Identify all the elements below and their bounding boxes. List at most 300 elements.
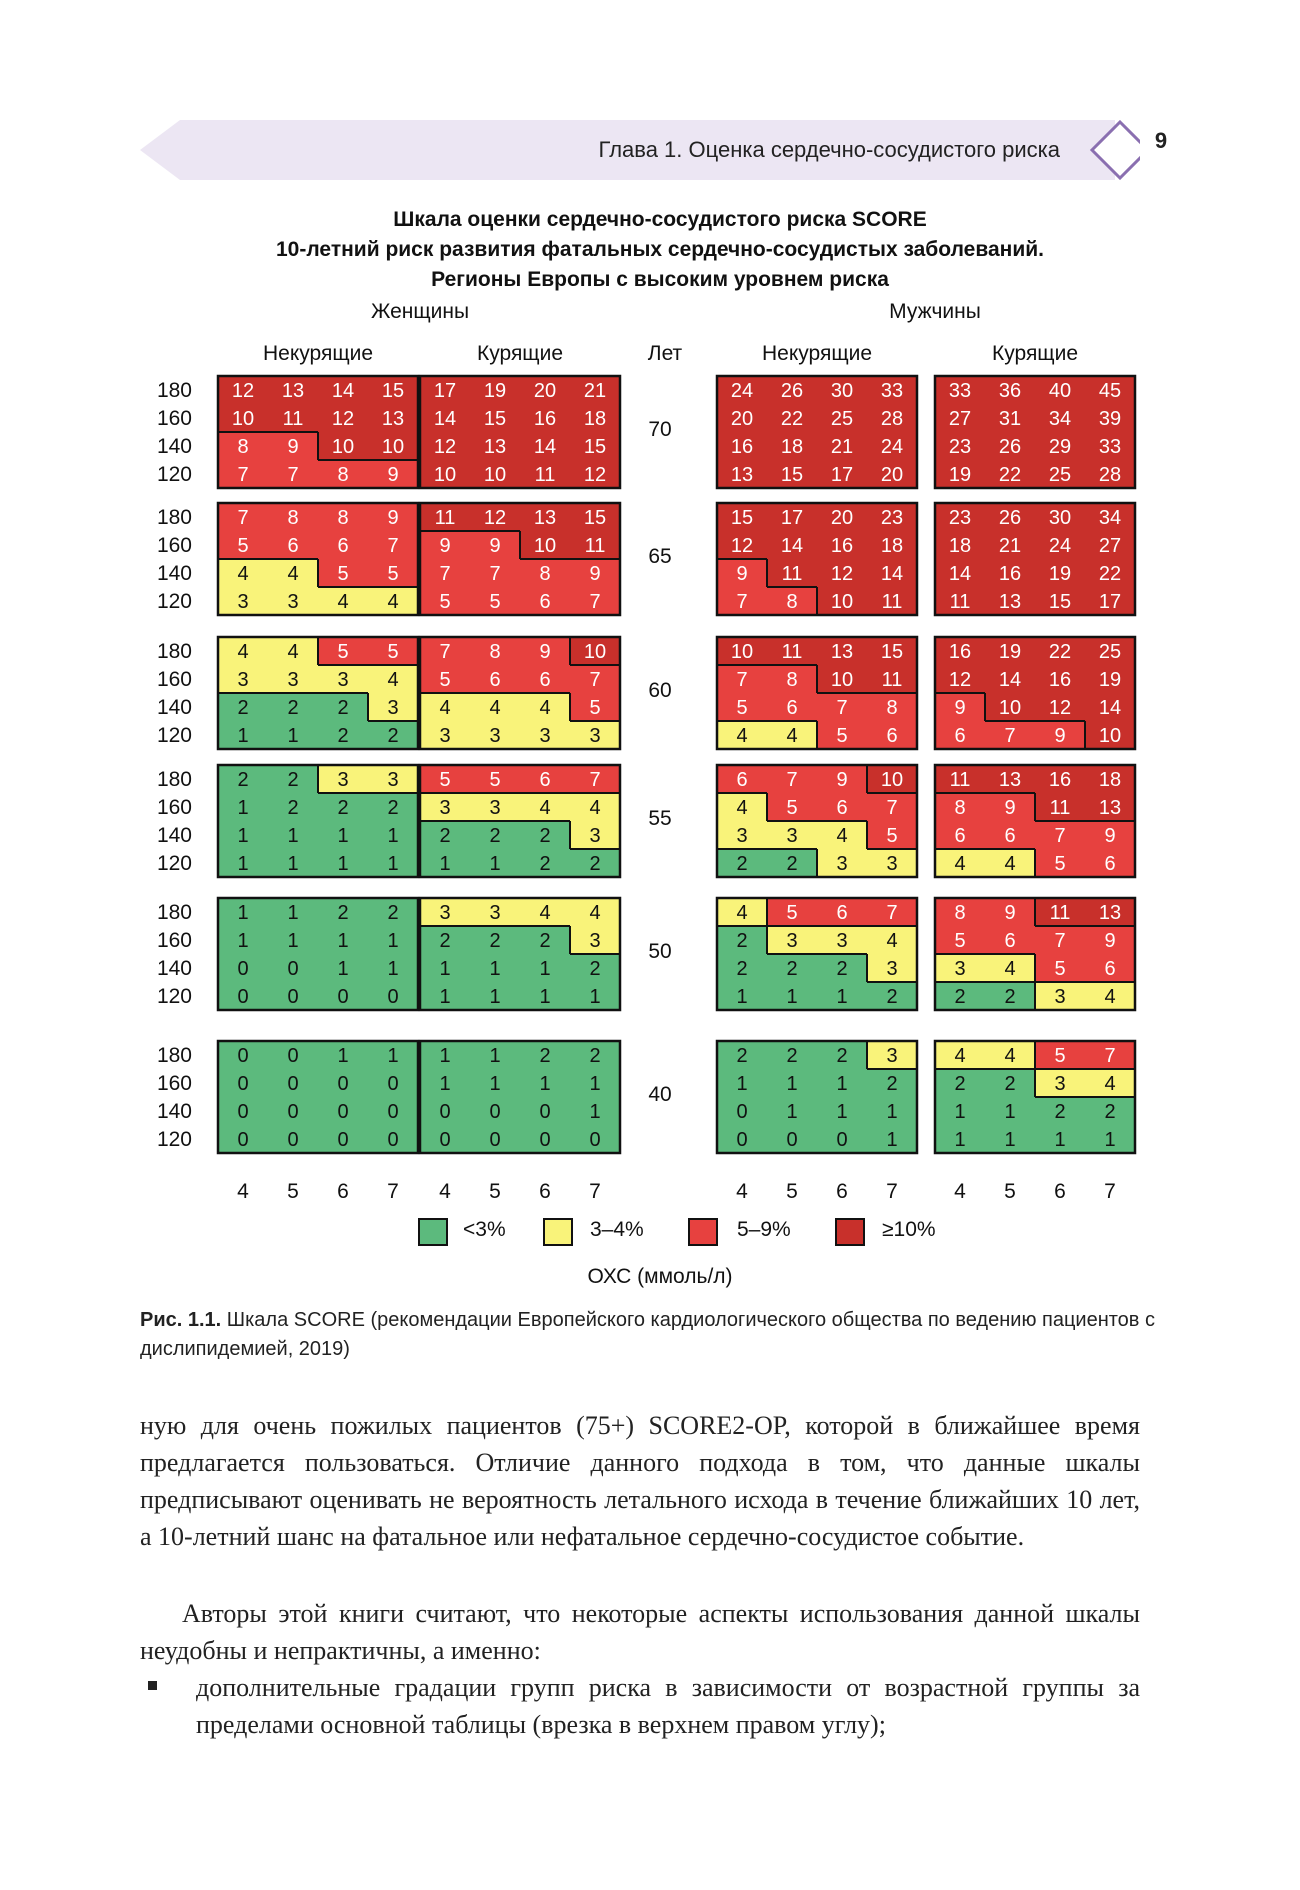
risk-value: 0 [387,1129,399,1151]
risk-value: 4 [589,797,601,819]
risk-value: 5 [886,825,898,847]
risk-value: 15 [780,464,804,486]
risk-value: 14 [331,380,355,402]
risk-value: 0 [287,958,299,980]
risk-value: 25 [1048,464,1072,486]
risk-value: 30 [1048,507,1072,529]
risk-value: 8 [489,641,501,663]
sbp-label: 120 [156,985,192,1008]
risk-value: 1 [287,853,299,875]
risk-value: 6 [539,669,551,691]
legend-label-dark-red: ≥10% [882,1218,936,1241]
risk-value: 16 [948,641,972,663]
risk-value: 2 [786,958,798,980]
bullet-marker [148,1681,157,1690]
cholesterol-tick: 6 [836,1180,848,1203]
sbp-label: 180 [156,506,192,529]
risk-value: 8 [954,797,966,819]
risk-value: 3 [337,669,349,691]
risk-value: 0 [237,958,249,980]
sbp-label: 120 [156,590,192,613]
risk-value: 7 [287,464,299,486]
risk-value: 12 [483,507,507,529]
sbp-label: 120 [156,724,192,747]
risk-value: 9 [836,769,848,791]
risk-value: 3 [786,930,798,952]
risk-value: 6 [489,669,501,691]
risk-value: 0 [786,1129,798,1151]
legend-swatch-dark-red [835,1218,865,1246]
risk-value: 5 [786,797,798,819]
x-axis-label: ОХС (ммоль/л) [587,1265,733,1288]
risk-value: 4 [337,591,349,613]
risk-value: 23 [880,507,904,529]
risk-value: 11 [881,591,903,613]
risk-value: 9 [1004,797,1016,819]
risk-value: 4 [287,563,299,585]
legend-label-yellow: 3–4% [590,1218,644,1241]
risk-value: 13 [483,436,507,458]
risk-value: 6 [736,769,748,791]
risk-value: 1 [439,1045,451,1067]
risk-value: 1 [387,930,399,952]
risk-value: 12 [331,408,355,430]
risk-value: 33 [948,380,972,402]
body-paragraph-1: ную для очень пожилых пациентов (75+) SCORE2-OP, которой в ближайшее время предлагается пользоваться. Отличие данного подхода в том, что данные шкалы предписывают оценивать не вероятность летального исхода в течение ближайших 10 лет, а 10-летний шанс на фатальное или нефатальное сердечно-сосудистое событие. [140,1411,1140,1551]
risk-value: 6 [836,797,848,819]
risk-value: 2 [439,825,451,847]
risk-value: 7 [886,797,898,819]
risk-value: 0 [539,1129,551,1151]
risk-value: 19 [948,464,972,486]
risk-value: 25 [1098,641,1122,663]
risk-value: 1 [589,986,601,1008]
risk-value: 1 [836,1101,848,1123]
risk-value: 7 [1054,930,1066,952]
risk-value: 10 [331,436,355,458]
risk-value: 3 [954,958,966,980]
risk-value: 19 [998,641,1022,663]
risk-value: 22 [1048,641,1072,663]
figure-title-line-1: Шкала оценки сердечно-сосудистого риска SCORE [393,208,927,231]
risk-value: 17 [433,380,457,402]
risk-value: 14 [998,669,1022,691]
risk-value: 3 [439,902,451,924]
legend-label-red: 5–9% [737,1218,791,1241]
risk-value: 0 [287,1045,299,1067]
risk-value: 13 [998,591,1022,613]
risk-value: 0 [736,1101,748,1123]
body-paragraph-2: Авторы этой книги считают, что некоторые аспекты использования данной шкалы неудобны и непрактичны, а именно: [140,1599,1140,1665]
risk-value: 1 [954,1101,966,1123]
risk-value: 12 [231,380,255,402]
risk-value: 10 [730,641,754,663]
risk-value: 28 [880,408,904,430]
risk-value: 0 [489,1129,501,1151]
risk-value: 0 [489,1101,501,1123]
risk-value: 1 [1004,1101,1016,1123]
risk-value: 0 [237,1129,249,1151]
cholesterol-tick: 5 [786,1180,798,1203]
risk-value: 11 [282,408,304,430]
risk-value: 1 [237,797,249,819]
risk-value: 1 [287,902,299,924]
risk-value: 4 [1004,853,1016,875]
risk-value: 2 [954,1073,966,1095]
risk-value: 10 [1098,725,1122,747]
risk-value: 3 [836,930,848,952]
risk-value: 0 [589,1129,601,1151]
sbp-label: 160 [156,534,192,557]
risk-value: 3 [1054,1073,1066,1095]
risk-value: 2 [836,1045,848,1067]
risk-value: 12 [830,563,854,585]
cholesterol-tick: 5 [1004,1180,1016,1203]
sbp-label: 180 [156,1044,192,1067]
risk-value: 1 [287,725,299,747]
risk-value: 3 [387,697,399,719]
risk-value: 18 [780,436,804,458]
risk-value: 34 [1098,507,1122,529]
risk-value: 7 [489,563,501,585]
risk-value: 23 [948,436,972,458]
risk-value: 8 [237,436,249,458]
risk-value: 13 [998,769,1022,791]
sbp-label: 160 [156,929,192,952]
risk-value: 1 [489,986,501,1008]
risk-value: 26 [780,380,804,402]
page-number: 9 [1154,128,1168,153]
age-label: 70 [648,418,672,441]
risk-value: 10 [583,641,607,663]
sbp-label: 140 [156,435,192,458]
risk-value: 8 [786,591,798,613]
risk-value: 6 [1004,825,1016,847]
risk-value: 22 [998,464,1022,486]
risk-value: 3 [489,902,501,924]
risk-value: 3 [237,669,249,691]
risk-value: 2 [736,958,748,980]
legend-swatch-red [688,1218,718,1246]
risk-value: 24 [730,380,754,402]
sbp-label: 160 [156,796,192,819]
women-label: Женщины [370,300,470,323]
risk-value: 18 [948,535,972,557]
risk-value: 2 [337,902,349,924]
risk-value: 9 [1104,825,1116,847]
risk-value: 6 [539,591,551,613]
risk-value: 1 [589,1073,601,1095]
men-smoker-label: Курящие [992,342,1078,365]
risk-value: 2 [489,825,501,847]
sbp-label: 160 [156,407,192,430]
risk-value: 6 [836,902,848,924]
risk-value: 3 [786,825,798,847]
risk-value: 12 [730,535,754,557]
risk-value: 5 [954,930,966,952]
risk-value: 11 [584,535,606,557]
risk-value: 7 [786,769,798,791]
figure-title-line-2: 10-летний риск развития фатальных сердечно-сосудистых заболеваний. [276,238,1044,261]
risk-value: 16 [1048,669,1072,691]
risk-value: 22 [780,408,804,430]
risk-value: 0 [237,986,249,1008]
risk-value: 5 [589,697,601,719]
risk-value: 2 [387,797,399,819]
risk-value: 12 [433,436,457,458]
risk-value: 1 [954,1129,966,1151]
risk-value: 6 [1104,853,1116,875]
risk-value: 1 [836,1073,848,1095]
risk-value: 25 [830,408,854,430]
sbp-label: 180 [156,379,192,402]
men-label: Мужчины [889,300,981,323]
risk-value: 18 [1098,769,1122,791]
risk-value: 33 [880,380,904,402]
risk-value: 10 [433,464,457,486]
risk-value: 3 [337,769,349,791]
risk-value: 4 [589,902,601,924]
risk-value: 2 [387,725,399,747]
risk-value: 1 [337,958,349,980]
risk-value: 3 [387,769,399,791]
sbp-label: 160 [156,668,192,691]
risk-value: 10 [381,436,405,458]
risk-value: 10 [533,535,557,557]
risk-value: 8 [786,669,798,691]
risk-value: 30 [830,380,854,402]
risk-value: 7 [1004,725,1016,747]
risk-value: 2 [736,853,748,875]
risk-value: 1 [1054,1129,1066,1151]
risk-value: 0 [237,1101,249,1123]
cholesterol-tick: 6 [337,1180,349,1203]
risk-value: 1 [489,1045,501,1067]
risk-value: 6 [1104,958,1116,980]
risk-value: 13 [1098,902,1122,924]
risk-value: 11 [1049,797,1071,819]
risk-value: 7 [387,535,399,557]
risk-value: 2 [1004,986,1016,1008]
sbp-label: 140 [156,696,192,719]
cholesterol-tick: 4 [954,1180,966,1203]
risk-value: 5 [237,535,249,557]
risk-value: 17 [830,464,854,486]
risk-value: 1 [237,853,249,875]
sbp-label: 160 [156,1072,192,1095]
risk-value: 10 [830,669,854,691]
risk-value: 3 [736,825,748,847]
risk-value: 11 [434,507,456,529]
risk-value: 31 [998,408,1022,430]
risk-value: 26 [998,436,1022,458]
risk-value: 11 [534,464,556,486]
risk-value: 5 [387,641,399,663]
risk-value: 3 [439,725,451,747]
risk-value: 2 [337,797,349,819]
risk-value: 3 [886,853,898,875]
risk-value: 14 [948,563,972,585]
risk-value: 16 [830,535,854,557]
risk-value: 4 [237,563,249,585]
risk-value: 2 [589,1045,601,1067]
risk-value: 4 [387,591,399,613]
risk-value: 17 [780,507,804,529]
risk-value: 9 [439,535,451,557]
risk-value: 4 [287,641,299,663]
risk-value: 9 [1054,725,1066,747]
risk-value: 1 [489,1073,501,1095]
risk-value: 7 [237,464,249,486]
risk-value: 0 [287,1129,299,1151]
legend-label-green: <3% [463,1218,506,1241]
risk-value: 9 [1104,930,1116,952]
risk-value: 1 [589,1101,601,1123]
risk-value: 1 [387,958,399,980]
risk-value: 1 [1104,1129,1116,1151]
risk-value: 5 [489,769,501,791]
sbp-label: 120 [156,1128,192,1151]
risk-value: 7 [736,669,748,691]
risk-value: 11 [781,641,803,663]
risk-value: 20 [880,464,904,486]
risk-value: 10 [830,591,854,613]
risk-value: 20 [533,380,557,402]
risk-value: 9 [387,464,399,486]
risk-value: 1 [387,825,399,847]
risk-value: 14 [533,436,557,458]
risk-value: 1 [237,725,249,747]
caption-text: Шкала SCORE (рекомендации Европейского кардиологического общества по ведению пациентов с дислипидемией, 2019) [140,1309,1155,1360]
risk-value: 24 [880,436,904,458]
risk-value: 4 [1004,958,1016,980]
sbp-label: 120 [156,852,192,875]
women-smoker-label: Курящие [477,342,563,365]
risk-value: 24 [1048,535,1072,557]
risk-value: 6 [287,535,299,557]
risk-value: 2 [786,1045,798,1067]
risk-value: 13 [281,380,305,402]
risk-value: 1 [237,825,249,847]
risk-value: 5 [1054,958,1066,980]
risk-value: 6 [539,769,551,791]
risk-value: 2 [1004,1073,1016,1095]
risk-value: 7 [589,669,601,691]
risk-value: 16 [998,563,1022,585]
figure-caption [140,1306,1160,1364]
age-label: 40 [648,1083,672,1106]
cholesterol-tick: 4 [237,1180,249,1203]
risk-value: 2 [886,1073,898,1095]
risk-value: 2 [736,1045,748,1067]
risk-value: 3 [237,591,249,613]
risk-value: 4 [539,797,551,819]
risk-value: 2 [539,1045,551,1067]
risk-value: 1 [287,825,299,847]
age-label: 60 [648,679,672,702]
risk-value: 5 [1054,1045,1066,1067]
risk-value: 1 [439,986,451,1008]
risk-value: 10 [880,769,904,791]
risk-value: 4 [736,797,748,819]
risk-value: 36 [998,380,1022,402]
cholesterol-tick: 4 [736,1180,748,1203]
risk-value: 5 [736,697,748,719]
risk-value: 7 [836,697,848,719]
risk-value: 3 [1054,986,1066,1008]
cholesterol-tick: 6 [1054,1180,1066,1203]
risk-value: 1 [786,1073,798,1095]
risk-value: 2 [886,986,898,1008]
risk-value: 4 [387,669,399,691]
risk-value: 1 [489,958,501,980]
risk-value: 0 [337,1129,349,1151]
risk-value: 3 [287,591,299,613]
risk-value: 5 [1054,853,1066,875]
risk-value: 12 [1048,697,1072,719]
risk-value: 28 [1098,464,1122,486]
risk-value: 13 [1098,797,1122,819]
risk-value: 2 [287,697,299,719]
sbp-label: 140 [156,824,192,847]
risk-value: 0 [539,1101,551,1123]
risk-value: 9 [539,641,551,663]
risk-value: 1 [237,930,249,952]
risk-value: 18 [880,535,904,557]
chapter-title: Глава 1. Оценка сердечно-сосудистого риска [598,137,1060,162]
risk-value: 16 [533,408,557,430]
age-label: 55 [648,807,672,830]
age-column-label: Лет [647,342,683,365]
risk-value: 10 [231,408,255,430]
risk-value: 7 [237,507,249,529]
risk-value: 5 [337,563,349,585]
risk-value: 13 [730,464,754,486]
risk-value: 13 [533,507,557,529]
sbp-label: 180 [156,768,192,791]
risk-value: 17 [1098,591,1122,613]
sbp-label: 140 [156,562,192,585]
risk-value: 1 [489,853,501,875]
risk-value: 7 [439,563,451,585]
risk-value: 7 [439,641,451,663]
risk-value: 2 [539,825,551,847]
risk-value: 2 [1054,1101,1066,1123]
risk-value: 1 [387,1045,399,1067]
risk-value: 2 [539,930,551,952]
risk-value: 22 [1098,563,1122,585]
risk-value: 2 [337,725,349,747]
risk-value: 19 [483,380,507,402]
risk-value: 15 [880,641,904,663]
men-nonsmoker-label: Некурящие [761,342,873,365]
risk-value: 4 [736,725,748,747]
risk-value: 20 [730,408,754,430]
risk-value: 13 [381,408,405,430]
risk-value: 7 [886,902,898,924]
risk-value: 4 [736,902,748,924]
risk-value: 0 [439,1101,451,1123]
risk-value: 26 [998,507,1022,529]
risk-value: 14 [1098,697,1122,719]
risk-value: 21 [998,535,1022,557]
risk-value: 4 [886,930,898,952]
risk-value: 34 [1048,408,1072,430]
risk-value: 0 [237,1045,249,1067]
risk-value: 1 [337,853,349,875]
risk-value: 9 [1004,902,1016,924]
risk-value: 20 [830,507,854,529]
